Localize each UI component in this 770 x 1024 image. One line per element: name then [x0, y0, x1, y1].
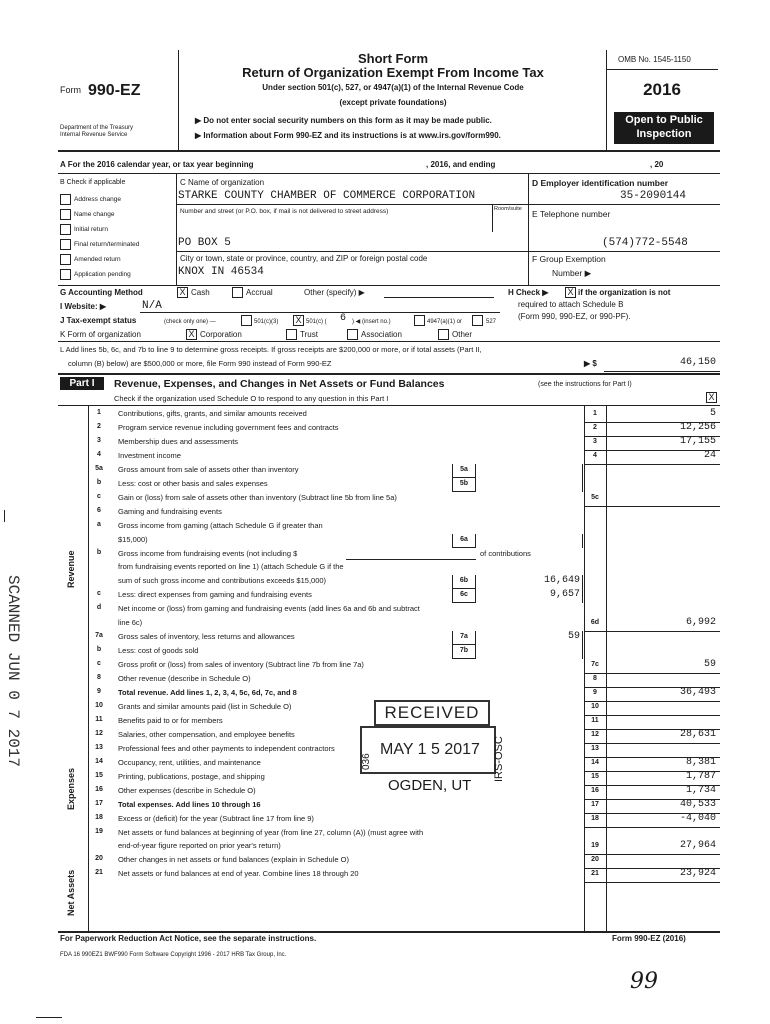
b-checkbox[interactable] [60, 239, 71, 250]
line-amount[interactable]: 1,787 [685, 771, 716, 782]
part-1-line [88, 506, 720, 520]
city-label: City or town, state or province, country, and ZIP or foreign postal code [180, 254, 428, 263]
b-checkbox[interactable] [60, 269, 71, 280]
b-checkbox-label: Application pending [74, 271, 131, 278]
contributions-label: of contributions [480, 549, 531, 558]
sub-line-box [452, 589, 476, 603]
line-amount[interactable]: -4,040 [679, 813, 716, 824]
line-amount[interactable]: 12,256 [679, 422, 716, 433]
ein-label: D Employer identification number [532, 178, 669, 188]
line-description: Gross amount from sale of assets other than inventory [118, 465, 299, 474]
line-description: $15,000) [118, 535, 148, 544]
website-value[interactable]: N/A [142, 300, 162, 312]
line-number: 9 [97, 688, 101, 695]
part-1-line [88, 827, 720, 841]
line-description: Total revenue. Add lines 1, 2, 3, 4, 5c, 6d, 7c, and 8 [118, 688, 297, 697]
line-box-label: 11 [591, 717, 599, 724]
part-1-line [88, 436, 720, 450]
net-assets-side-label: Net Assets [66, 869, 76, 916]
line-description: Grants and similar amounts paid (list in Schedule O) [118, 702, 292, 711]
schedule-b-label: H Check ▶ [508, 288, 549, 297]
part-1-tag [60, 377, 104, 390]
line-box-label: 20 [591, 856, 599, 863]
line-number: 8 [97, 674, 101, 681]
stamp-code-right: IRS-OSC [493, 736, 505, 782]
sub-line-box [452, 464, 476, 478]
stamp-code-left: 036 [361, 753, 372, 770]
part-1-line [88, 631, 720, 645]
tax-year: 2016 [643, 80, 681, 99]
form-prefix: Form [60, 85, 81, 95]
line-number: 2 [97, 423, 101, 430]
org-name-label: C Name of organization [180, 178, 265, 187]
inspection-label: Inspection [636, 128, 692, 140]
sub-line-label: 7b [459, 647, 469, 654]
sub-line-value[interactable]: 59 [567, 631, 580, 642]
line-box-label: 7c [591, 661, 599, 668]
insert-no-label: ) ◀ (insert no.) [352, 319, 391, 325]
part-1-line [88, 422, 720, 436]
part-1-tag-label: Part I [69, 378, 95, 389]
sub-line-box [452, 575, 476, 589]
line-description: Net assets or fund balances at end of year. Combine lines 18 through 20 [118, 869, 359, 878]
street-address[interactable]: PO BOX 5 [178, 237, 231, 249]
line-box-label: 12 [591, 731, 599, 738]
line-description: Program service revenue including government fees and contracts [118, 423, 339, 432]
line-amount[interactable]: 6,992 [685, 617, 716, 628]
part-1-line [88, 492, 720, 506]
sub-line-box [452, 534, 476, 548]
line-number: c [97, 590, 101, 597]
line-description: Salaries, other compensation, and employee benefits [118, 730, 295, 739]
schedule-b-text-3: (Form 990, 990-EZ, or 990-PF). [518, 312, 631, 321]
line-number: b [96, 479, 102, 486]
schedule-b-text-2: required to attach Schedule B [518, 300, 624, 309]
line-number: 17 [95, 800, 103, 807]
line-number: 15 [95, 772, 103, 779]
line-description: Less: cost or other basis and sales expenses [118, 479, 268, 488]
line-number: 3 [97, 437, 101, 444]
line-number: 5a [95, 465, 103, 472]
tax-exempt-label: J Tax-exempt status [60, 316, 137, 325]
open-to-public-label: Open to Public [625, 114, 703, 126]
4947-checkbox[interactable] [414, 315, 425, 326]
sub-line-label: 6b [459, 577, 469, 584]
trust-checkbox[interactable] [286, 329, 297, 340]
line-box-label: 9 [593, 689, 597, 696]
part-1-line [88, 645, 720, 659]
line-description: Less: cost of goods sold [118, 646, 199, 655]
line-number: a [97, 521, 101, 528]
room-label: Room/suite [494, 206, 522, 212]
line-description: Gain or (loss) from sale of assets other than inventory (Subtract line 5b from line 5a) [118, 493, 397, 502]
group-exemption-label: F Group Exemption [532, 254, 606, 264]
line-amount[interactable]: 1,734 [685, 785, 716, 796]
line-number: d [96, 604, 102, 611]
line-description: Membership dues and assessments [118, 437, 239, 446]
line-amount[interactable]: 23,924 [679, 868, 716, 879]
sub-line-label: 5a [460, 466, 468, 473]
form-subtitle: Under section 501(c), 527, or 4947(a)(1) of the Internal Revenue Code [262, 83, 524, 92]
software-copyright: FDA 16 990EZ1 BWF990 Form Software Copyright 1996 - 2017 HRB Tax Group, Inc. [60, 952, 287, 958]
form-subtitle-2: (except private foundations) [339, 98, 447, 107]
line-description: end-of-year figure reported on prior year's return) [118, 841, 281, 850]
line-number: 7a [95, 632, 103, 639]
line-l-text-2: column (B) below) are $500,000 or more, file Form 990 instead of Form 990-EZ [68, 359, 332, 368]
part-1-line [88, 799, 720, 813]
line-box-label: 6d [590, 619, 600, 626]
schedule-b-checkbox[interactable]: X [565, 287, 576, 298]
other-org-label: Other [452, 330, 473, 339]
scan-mark [4, 510, 5, 522]
line-description: Gaming and fundraising events [118, 507, 222, 516]
dept-irs: Internal Revenue Service [60, 132, 128, 138]
line-box-label: 4 [593, 452, 597, 459]
sub-line-label: 5b [459, 480, 469, 487]
line-l-text: L Add lines 5b, 6c, and 7b to line 9 to determine gross receipts. If gross receipts are $200,000 or more, or if total assets (Part II, [60, 345, 482, 354]
received-date: MAY 1 5 2017 [380, 741, 480, 758]
dept-treasury: Department of the Treasury [60, 125, 134, 131]
form-reference: Form 990-EZ (2016) [612, 934, 686, 943]
line-box-label: 19 [591, 842, 599, 849]
line-description: Other expenses (describe in Schedule O) [118, 786, 256, 795]
line-amount[interactable]: 40,533 [679, 799, 716, 810]
501c-label: 501(c) ( [306, 319, 327, 325]
revenue-side-label: Revenue [66, 550, 76, 588]
cash-checkbox[interactable]: X [177, 287, 188, 298]
line-amount[interactable]: 36,493 [679, 687, 716, 698]
trust-label: Trust [300, 330, 318, 339]
line-number: 13 [95, 744, 103, 751]
street-label: Number and street (or P.O. box, if mail is not delivered to street address) [180, 208, 389, 215]
part-1-line [88, 520, 720, 534]
b-checkbox-label: Initial return [74, 226, 108, 233]
line-description: line 6c) [118, 618, 143, 627]
line-description: Gross profit or (loss) from sales of inventory (Subtract line 7b from line 7a) [118, 660, 364, 669]
sub-line-label: 6c [460, 591, 468, 598]
sub-line-value[interactable]: 16,649 [543, 575, 580, 586]
line-number: 20 [95, 855, 103, 862]
sub-line-label: 7a [460, 633, 468, 640]
line-box-label: 21 [591, 870, 599, 877]
association-label: Association [361, 330, 402, 339]
line-box-label: 1 [593, 410, 597, 417]
schedule-o-checkbox[interactable]: X [706, 392, 717, 403]
line-number: 14 [95, 758, 103, 765]
line-description: Printing, publications, postage, and shipping [118, 772, 265, 781]
line-description: Professional fees and other payments to independent contractors [118, 744, 335, 753]
line-description: Gross income from gaming (attach Schedule G if greater than [118, 521, 323, 530]
section-b-title: B Check if applicable [60, 179, 126, 186]
gross-receipts[interactable]: 46,150 [679, 357, 716, 368]
paperwork-notice: For Paperwork Reduction Act Notice, see the separate instructions. [60, 934, 317, 943]
b-checkbox-label: Final return/terminated [74, 241, 140, 248]
part-1-line [88, 575, 720, 589]
line-number: 19 [95, 828, 103, 835]
tax-exempt-note: (check only one) — [164, 319, 216, 325]
association-checkbox[interactable] [347, 329, 358, 340]
corporation-label: Corporation [200, 330, 242, 339]
line-description: Benefits paid to or for members [118, 716, 223, 725]
schedule-o-check-label: Check if the organization used Schedule O to respond to any question in this Part I [114, 394, 389, 403]
form-title: Return of Organization Exempt From Income Tax [242, 65, 544, 80]
b-checkbox[interactable] [60, 224, 71, 235]
b-checkbox[interactable] [60, 194, 71, 205]
part-1-line [88, 813, 720, 827]
accrual-checkbox[interactable] [232, 287, 243, 298]
info-notice: ▶ Information about Form 990-EZ and its instructions is at www.irs.gov/form990. [195, 131, 501, 140]
line-description: sum of such gross income and contributions exceeds $15,000) [118, 576, 327, 585]
line-box-label: 8 [593, 675, 597, 682]
line-description: Other revenue (describe in Schedule O) [118, 674, 251, 683]
other-method-label: Other (specify) ▶ [304, 288, 365, 297]
line-box-label: 10 [591, 703, 599, 710]
b-checkbox[interactable] [60, 209, 71, 220]
handwritten-page-number: 99 [630, 969, 658, 994]
part-1-line [88, 673, 720, 687]
line-description: from fundraising events reported on line 1) (attach Schedule G if the [118, 562, 344, 571]
sub-line-box [452, 645, 476, 659]
line-number: 18 [95, 814, 103, 821]
accounting-method-label: G Accounting Method [60, 288, 143, 297]
line-number: 1 [97, 409, 101, 416]
open-to-public-badge [614, 112, 714, 144]
org-name[interactable]: STARKE COUNTY CHAMBER OF COMMERCE CORPORATION [178, 190, 476, 202]
part-1-line [88, 534, 720, 548]
527-checkbox[interactable] [472, 315, 483, 326]
line-number: 4 [97, 451, 101, 458]
corporation-checkbox[interactable]: X [186, 329, 197, 340]
line-description: Occupancy, rent, utilities, and maintenance [118, 758, 261, 767]
b-checkbox-label: Amended return [74, 256, 121, 263]
line-box-label: 13 [591, 745, 599, 752]
line-description: Gross sales of inventory, less returns and allowances [118, 632, 295, 641]
line-box-label: 2 [593, 424, 597, 431]
cash-label: Cash [191, 288, 210, 297]
line-number: 6 [97, 507, 101, 514]
part-1-line [88, 450, 720, 464]
line-description: Investment income [118, 451, 181, 460]
line-amount[interactable]: 28,631 [679, 729, 716, 740]
line-description: Net assets or fund balances at beginning of year (from line 27, column (A)) (must agree with [118, 828, 424, 837]
part-1-title-note: (see the instructions for Part I) [538, 381, 632, 388]
form-number: 990-EZ [88, 82, 141, 99]
schedule-b-text: if the organization is not [578, 288, 671, 297]
part-1-line [88, 687, 720, 701]
line-number: 11 [95, 716, 103, 723]
line-description: Other changes in net assets or fund balances (explain in Schedule O) [118, 855, 349, 864]
line-box-label: 3 [593, 438, 597, 445]
527-label: 527 [486, 319, 497, 325]
line-amount[interactable]: 17,155 [679, 436, 716, 447]
4947-label: 4947(a)(1) or [427, 319, 463, 325]
received-stamp-text: RECEIVED [384, 703, 480, 722]
line-number: 12 [95, 730, 103, 737]
expenses-side-label: Expenses [66, 767, 76, 810]
part-1-line [88, 589, 720, 603]
part-1-line [88, 603, 720, 617]
sub-line-value[interactable]: 9,657 [549, 589, 580, 600]
part-1-line [88, 464, 720, 478]
line-description: Gross income from fundraising events (not including $ [118, 549, 298, 558]
line-l-arrow: ▶ $ [584, 359, 597, 368]
phone-value[interactable]: (574)772-5548 [602, 237, 688, 249]
part-1-line [88, 617, 720, 631]
form-title-short: Short Form [357, 51, 429, 66]
line-amount[interactable]: 8,381 [685, 757, 716, 768]
line-box-label: 16 [591, 787, 599, 794]
line-number: c [97, 660, 101, 667]
city-state-zip[interactable]: KNOX IN 46534 [178, 266, 264, 278]
line-amount[interactable]: 24 [703, 450, 716, 461]
part-1-line [88, 561, 720, 575]
phone-label: E Telephone number [532, 209, 611, 219]
501c-number[interactable]: 6 [340, 313, 347, 324]
line-amount[interactable]: 59 [703, 659, 716, 670]
line-description: Less: direct expenses from gaming and fundraising events [118, 590, 312, 599]
part-1-title: Revenue, Expenses, and Changes in Net Assets or Fund Balances [114, 378, 445, 390]
line-amount[interactable]: 27,964 [679, 840, 716, 851]
line-amount[interactable]: 5 [709, 408, 716, 419]
line-description: Net income or (loss) from gaming and fundraising events (add lines 6a and 6b and subtract [118, 604, 420, 613]
line-description: Total expenses. Add lines 10 through 16 [118, 800, 261, 809]
ssn-notice: ▶ Do not enter social security numbers on this form as it may be made public. [195, 116, 492, 125]
line-box-label: 5c [591, 494, 599, 501]
sub-line-label: 6a [460, 536, 468, 543]
org-form-label: K Form of organization [60, 330, 141, 339]
received-stamp [374, 700, 490, 726]
part-1-line [88, 548, 720, 562]
line-number: 21 [95, 869, 103, 876]
ogden-stamp: OGDEN, UT [388, 777, 472, 794]
scanned-stamp: SCANNED JUN 0 7 2017 [4, 575, 22, 768]
date-stamp [360, 726, 496, 774]
part-1-line [88, 840, 720, 854]
b-checkbox[interactable] [60, 254, 71, 265]
line-number: b [96, 646, 102, 653]
other-org-checkbox[interactable] [438, 329, 449, 340]
line-box-label: 17 [591, 801, 599, 808]
line-box-label: 14 [591, 759, 599, 766]
part-1-line [88, 659, 720, 673]
501c-checkbox[interactable]: X [293, 315, 304, 326]
accrual-label: Accrual [246, 288, 273, 297]
part-1-line [88, 408, 720, 422]
section-a-end: , 20 [650, 160, 664, 169]
line-number: b [96, 549, 102, 556]
line-box-label: 18 [591, 815, 599, 822]
section-a-ending: , 2016, and ending [426, 160, 496, 169]
501c3-checkbox[interactable] [241, 315, 252, 326]
omb-number: OMB No. 1545-1150 [618, 55, 691, 64]
part-1-line [88, 478, 720, 492]
b-checkbox-label: Address change [74, 196, 121, 203]
line-description: Excess or (deficit) for the year (Subtract line 17 from line 9) [118, 814, 314, 823]
ein-value[interactable]: 35-2090144 [620, 190, 687, 202]
website-label: I Website: ▶ [60, 302, 107, 311]
part-1-line [88, 868, 720, 882]
b-checkbox-label: Name change [74, 211, 115, 218]
line-number: 16 [95, 786, 103, 793]
section-a-label: A For the 2016 calendar year, or tax year beginning [60, 160, 254, 169]
line-number: c [97, 493, 101, 500]
line-description: Contributions, gifts, grants, and similar amounts received [118, 409, 307, 418]
line-number: 10 [95, 702, 103, 709]
part-1-line [88, 854, 720, 868]
501c3-label: 501(c)(3) [254, 319, 279, 325]
sub-line-box [452, 631, 476, 645]
scan-mark-bottom [36, 1017, 62, 1018]
sub-line-box [452, 478, 476, 492]
group-exemption-number-label: Number ▶ [552, 268, 592, 278]
line-box-label: 15 [591, 773, 599, 780]
